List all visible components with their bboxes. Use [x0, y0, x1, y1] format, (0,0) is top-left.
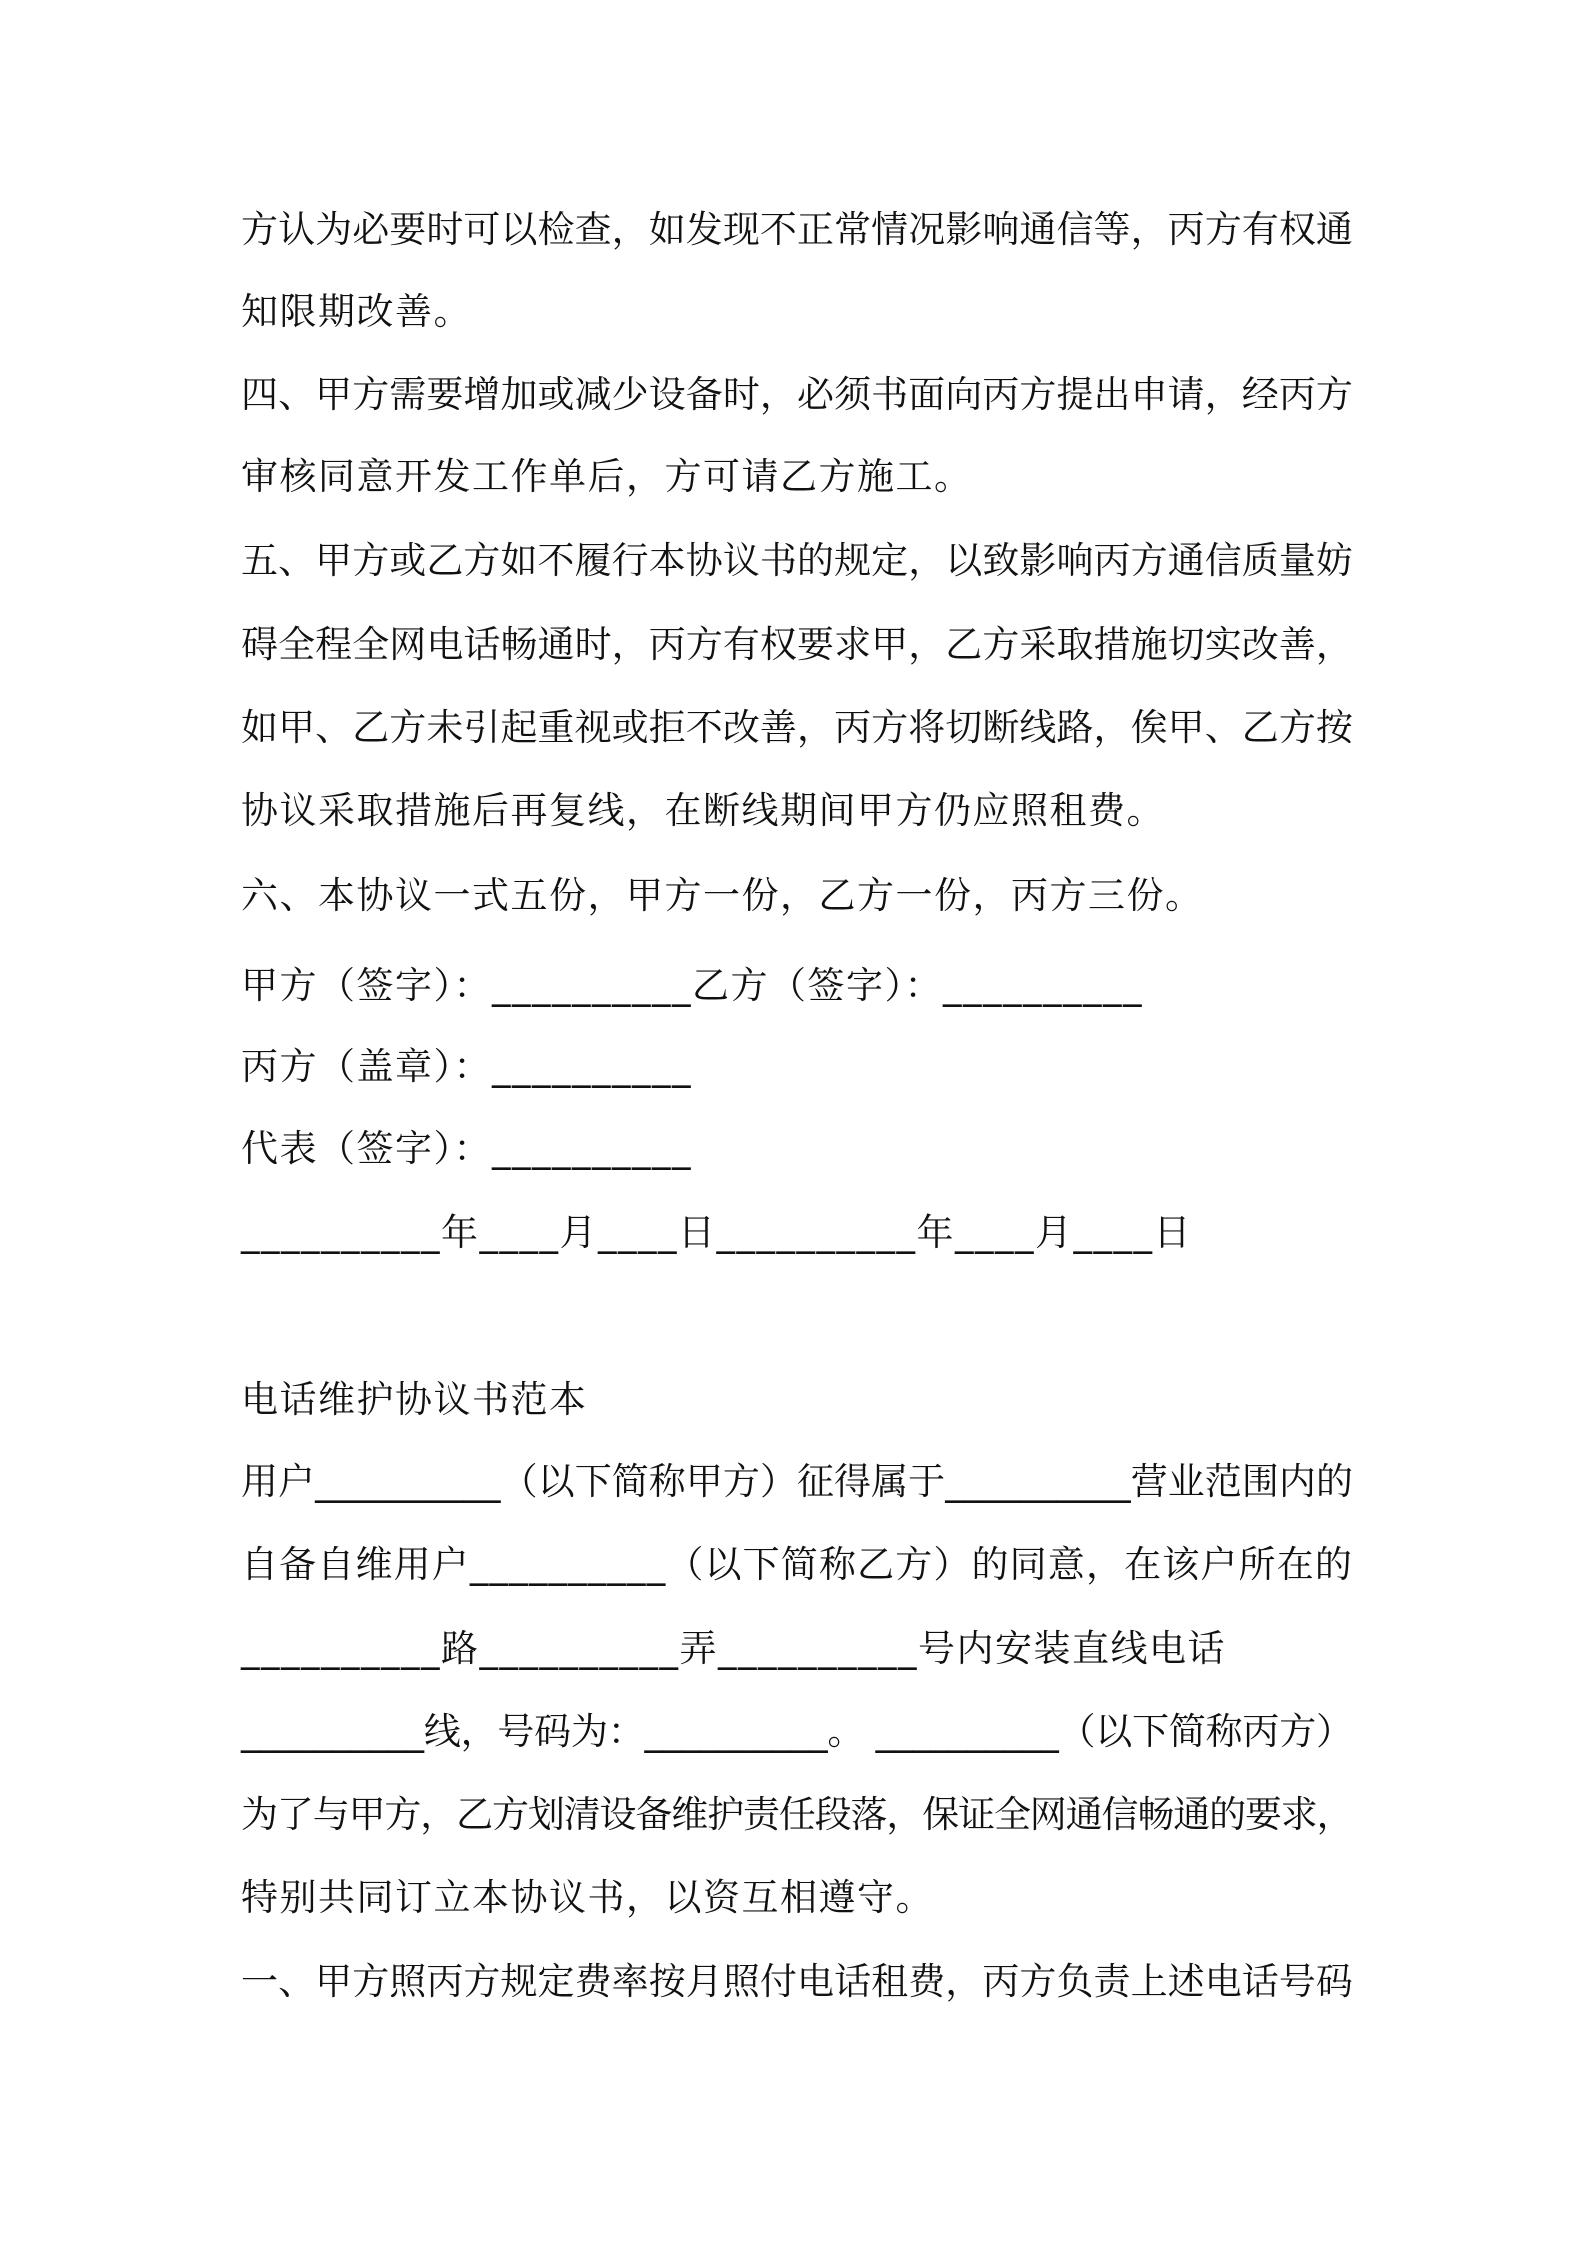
section-title: 电话维护协议书范本	[241, 1378, 588, 1421]
text-line: 方认为必要时可以检查，如发现不正常情况影响通信等，丙方有权通	[241, 208, 1353, 251]
text-line: 碍全程全网电话畅通时，丙方有权要求甲，乙方采取措施切实改善，	[241, 623, 1353, 666]
text-line: 为了与甲方，乙方划清设备维护责任段落，保证全网通信畅通的要求，	[241, 1793, 1353, 1836]
representative-signature-line: 代表（签字）：__________	[241, 1127, 692, 1170]
text-line: 知限期改善。	[241, 290, 472, 333]
text-line: 自备自维用户__________（以下简称乙方）的同意，在该户所在的	[241, 1543, 1353, 1586]
text-line: __________路__________弄__________号内安装直线电话	[241, 1627, 1226, 1670]
text-line: 用户__________（以下简称甲方）征得属于__________营业范围内的	[241, 1460, 1353, 1503]
text-line: 一、甲方照丙方规定费率按月照付电话租费，丙方负责上述电话号码	[241, 1960, 1353, 2003]
text-line: 六、本协议一式五份，甲方一份，乙方一份，丙方三份。	[241, 874, 1204, 917]
seal-line-party-c: 丙方（盖章）：__________	[241, 1045, 692, 1088]
text-line: 审核同意开发工作单后，方可请乙方施工。	[241, 455, 973, 498]
date-line: __________年____月____日__________年____月____日	[241, 1211, 1192, 1254]
signature-line-party-a-b: 甲方（签字）：__________乙方（签字）：__________	[241, 964, 1143, 1007]
text-line: 五、甲方或乙方如不履行本协议书的规定，以致影响丙方通信质量妨	[241, 539, 1353, 582]
text-line: 四、甲方需要增加或减少设备时，必须书面向丙方提出申请，经丙方	[241, 373, 1353, 416]
text-line: 协议采取措施后再复线，在断线期间甲方仍应照租费。	[241, 789, 1165, 832]
text-line: 如甲、乙方未引起重视或拒不改善，丙方将切断线路，俟甲、乙方按	[241, 706, 1353, 749]
text-line: 特别共同订立本协议书，以资互相遵守。	[241, 1876, 934, 1919]
text-line: __________线，号码为：__________。 __________（以下简称丙方）	[241, 1710, 1353, 1753]
